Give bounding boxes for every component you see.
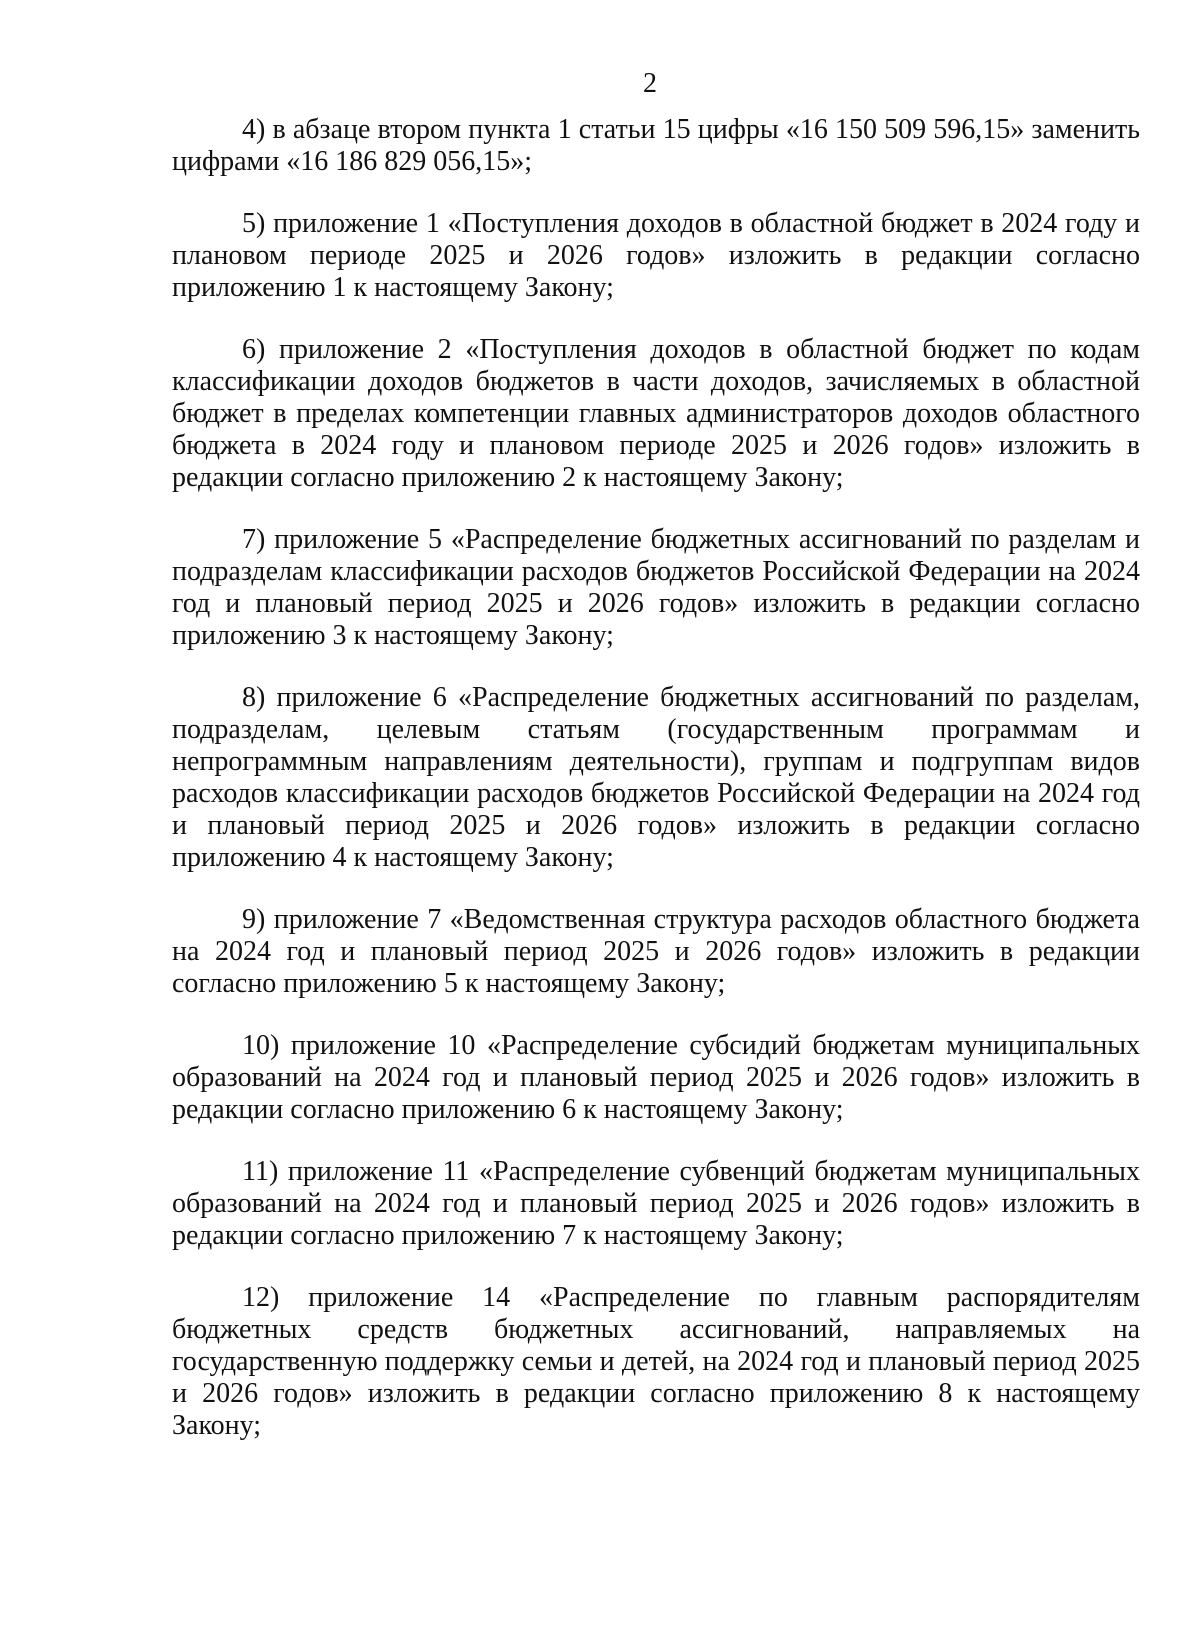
paragraph-item-7: 7) приложение 5 «Распределение бюджетных ассигнований по разделам и подразделам классификации расходов бюджетов Российской Федерации на 2024 год и плановый период 2025 и 2026 годов» изложить в редакции согласно приложению 3 к настоящему Закону; — [172, 524, 1140, 651]
paragraph-item-5: 5) приложение 1 «Поступления доходов в областной бюджет в 2024 году и плановом периоде 2025 и 2026 годов» изложить в редакции согласно приложению 1 к настоящему Закону; — [172, 208, 1140, 303]
paragraph-item-4: 4) в абзаце втором пункта 1 статьи 15 цифры «16 150 509 596,15» заменить цифрами «16 186 829 056,15»; — [172, 114, 1140, 177]
paragraph-item-6: 6) приложение 2 «Поступления доходов в областной бюджет по кодам классификации доходов бюджетов в части доходов, зачисляемых в областной бюджет в пределах компетенции главных администраторов доходов областного бюджета в 2024 году и плановом периоде 2025 и 2026 годов» изложить в редакции согласно приложению 2 к настоящему Закону; — [172, 334, 1140, 493]
paragraph-item-11: 11) приложение 11 «Распределение субвенций бюджетам муниципальных образований на 2024 год и плановый период 2025 и 2026 годов» изложить в редакции согласно приложению 7 к настоящему Закону; — [172, 1156, 1140, 1251]
page-number: 2 — [643, 68, 657, 99]
paragraph-item-8: 8) приложение 6 «Распределение бюджетных ассигнований по разделам, подразделам, целевым статьям (государственным программам и непрограммным направлениям деятельности), группам и подгруппам видов расходов классификации расходов бюджетов Российской Федерации на 2024 год и плановый период 2025 и 2026 годов» изложить в редакции согласно приложению 4 к настоящему Закону; — [172, 682, 1140, 873]
paragraph-item-9: 9) приложение 7 «Ведомственная структура расходов областного бюджета на 2024 год и плановый период 2025 и 2026 годов» изложить в редакции согласно приложению 5 к настоящему Закону; — [172, 904, 1140, 999]
paragraph-item-12: 12) приложение 14 «Распределение по главным распорядителям бюджетных средств бюджетных ассигнований, направляемых на государственную поддержку семьи и детей, на 2024 год и плановый период 2025 и 2026 годов» изложить в редакции согласно приложению 8 к настоящему Закону; — [172, 1282, 1140, 1441]
document-body — [172, 114, 1140, 1472]
paragraph-item-10: 10) приложение 10 «Распределение субсидий бюджетам муниципальных образований на 2024 год и плановый период 2025 и 2026 годов» изложить в редакции согласно приложению 6 к настоящему Закону; — [172, 1030, 1140, 1125]
